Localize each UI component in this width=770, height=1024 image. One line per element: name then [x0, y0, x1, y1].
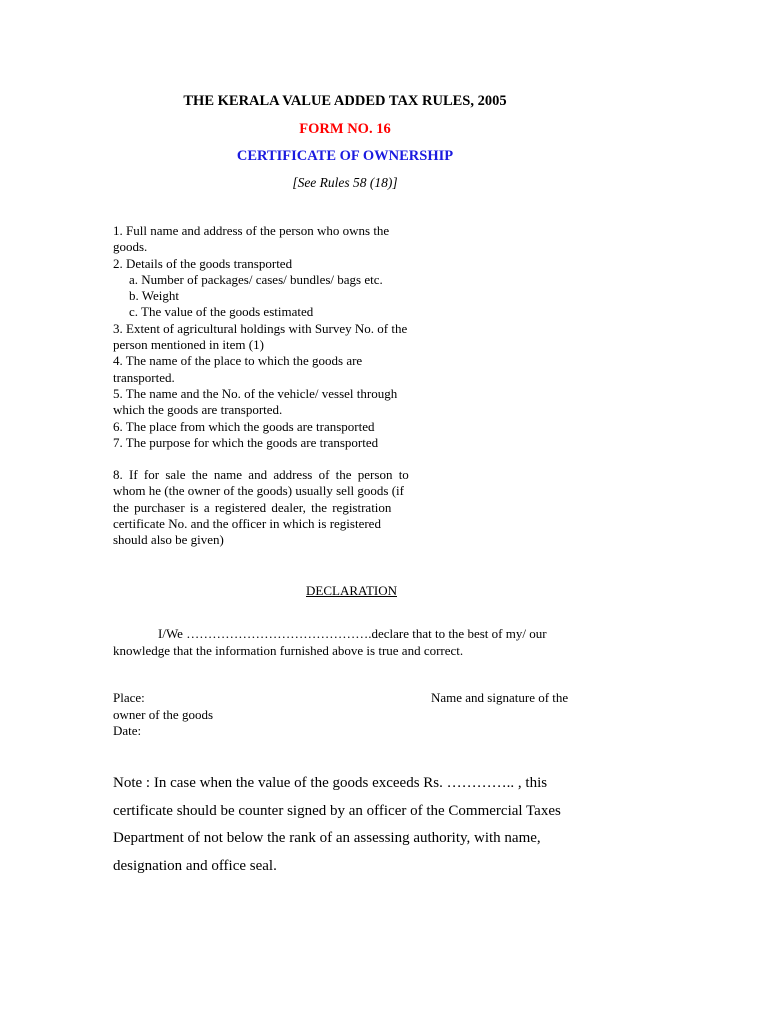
declaration-line-1: I/We …………………………………….declare that to the best of my/ our — [158, 626, 547, 641]
item-2c: c. The value of the goods estimated — [129, 304, 314, 320]
item-5-line-2: which the goods are transported. — [113, 402, 283, 418]
note-line-1: Note : In case when the value of the goods exceeds Rs. ………….. , this — [113, 775, 548, 791]
item-8-line-1: 8. If for sale the name and address of the person to — [113, 467, 409, 483]
note-line-3: Department of not below the rank of an assessing authority, with name, — [113, 830, 541, 846]
spacer — [113, 451, 430, 467]
owner-label: owner of the goods — [113, 706, 214, 722]
note-line-4: designation and office seal. — [113, 857, 277, 874]
item-3-line-1: 3. Extent of agricultural holdings with Survey No. of the — [113, 320, 408, 336]
name-signature-label: Name and signature of the — [431, 690, 569, 705]
item-2: 2. Details of the goods transported — [113, 255, 293, 271]
declaration-text — [113, 625, 583, 659]
certificate-title: CERTIFICATE OF OWNERSHIP — [236, 148, 454, 164]
law-title: THE KERALA VALUE ADDED TAX RULES, 2005 — [183, 93, 507, 109]
declaration-heading: DECLARATION — [306, 583, 397, 598]
item-4-line-1: 4. The name of the place to which the goods are — [113, 353, 363, 369]
form-items — [113, 223, 430, 549]
item-8-line-5: should also be given) — [113, 532, 224, 548]
date-label: Date: — [113, 723, 142, 738]
item-5-line-1: 5. The name and the No. of the vehicle/ vessel through — [113, 385, 398, 401]
item-8-line-2: whom he (the owner of the goods) usually sell goods (if — [113, 483, 405, 499]
form-number: FORM NO. 16 — [299, 121, 391, 137]
item-1-line-2: goods. — [113, 239, 148, 255]
place-label: Place: — [113, 690, 145, 705]
note-line-2: certificate should be counter signed by an officer of the Commercial Taxes — [113, 802, 561, 819]
item-2b: b. Weight — [129, 288, 179, 304]
item-3-line-2: person mentioned in item (1) — [113, 337, 264, 353]
rules-reference: [See Rules 58 (18)] — [292, 175, 398, 190]
item-4-line-2: transported. — [113, 369, 175, 385]
item-8-line-3: the purchaser is a registered dealer, the registration — [113, 499, 392, 515]
item-2a: a. Number of packages/ cases/ bundles/ bags etc. — [129, 271, 383, 287]
item-8-line-4: certificate No. and the officer in which is registered — [113, 516, 381, 532]
item-6: 6. The place from which the goods are transported — [113, 418, 375, 434]
item-1-line-1: 1. Full name and address of the person who owns the — [113, 223, 390, 238]
item-7: 7. The purpose for which the goods are transported — [113, 434, 379, 450]
declaration-line-2: knowledge that the information furnished above is true and correct. — [113, 643, 464, 658]
note-block — [113, 770, 583, 880]
